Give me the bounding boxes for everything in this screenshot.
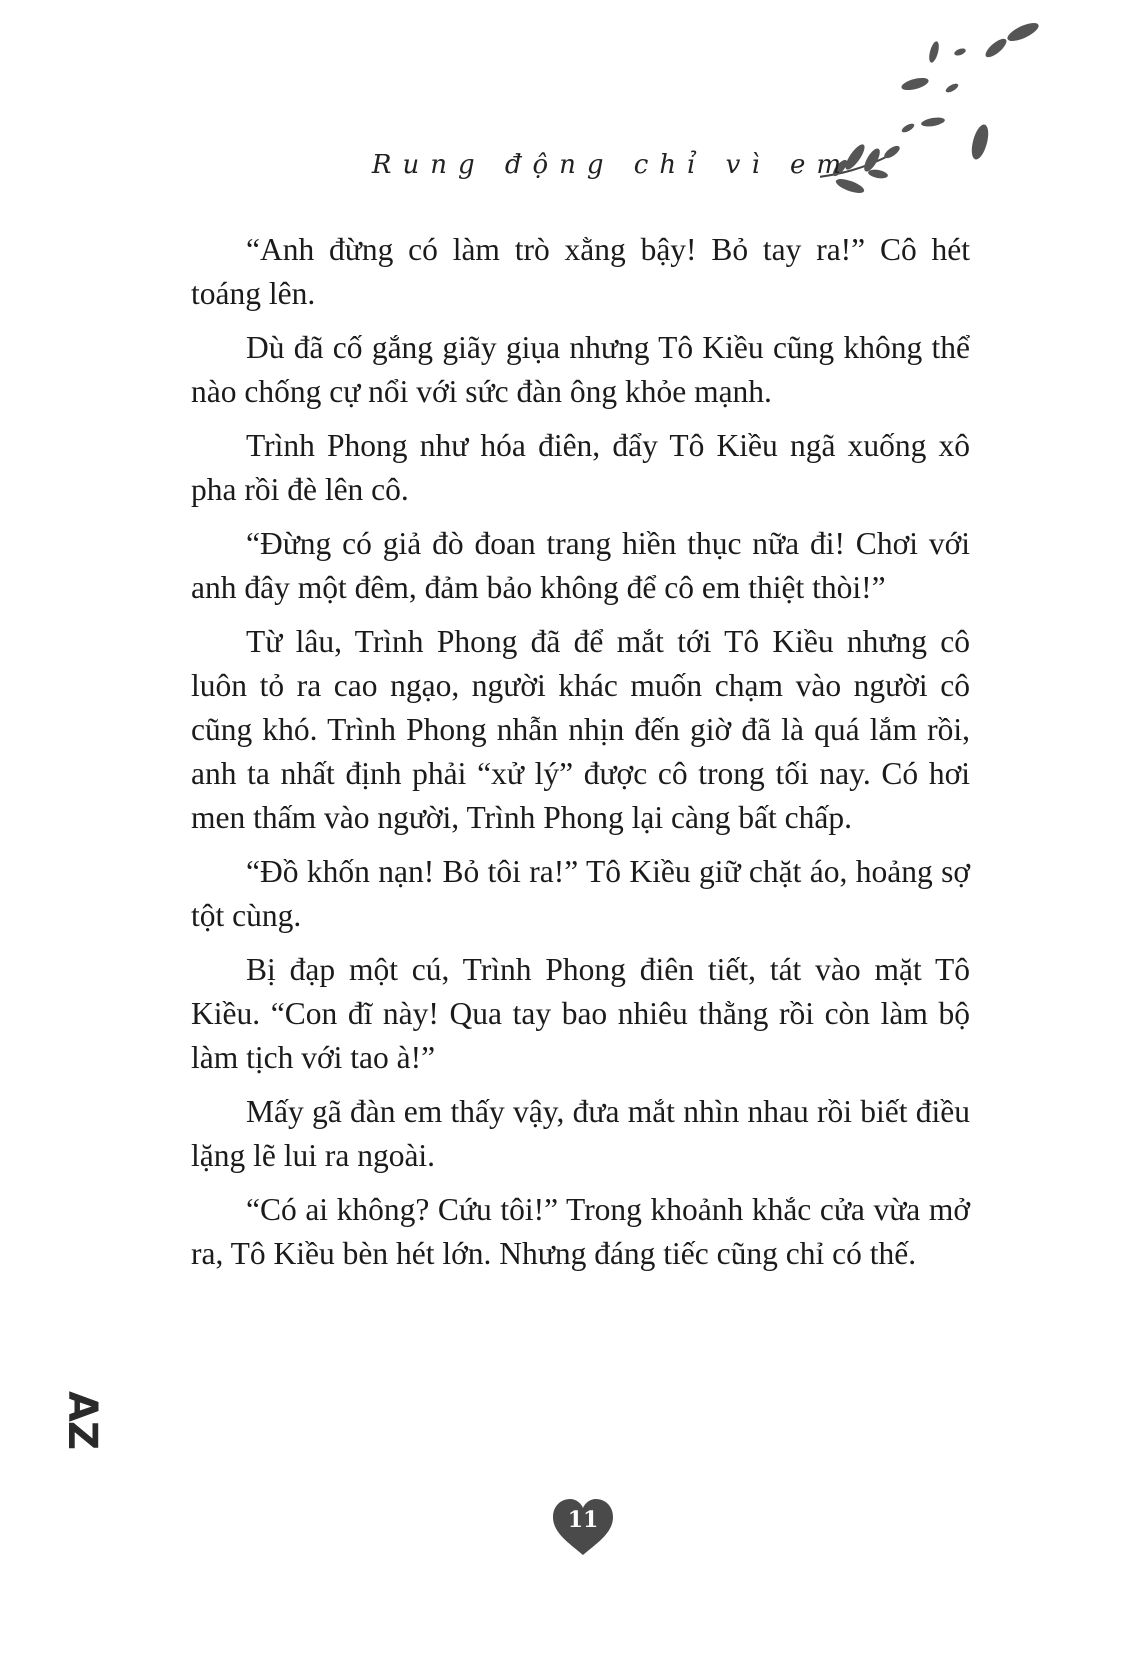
- publisher-logo: [54, 1370, 110, 1470]
- paragraph: Bị đạp một cú, Trình Phong điên tiết, tát vào mặt Tô Kiều. “Con đĩ này! Qua tay bao nhiêu thằng rồi còn làm bộ làm tịch với tao à!”: [191, 952, 970, 1075]
- paragraph: Trình Phong như hóa điên, đẩy Tô Kiều ngã xuống xô pha rồi đè lên cô.: [191, 428, 970, 507]
- paragraph: Từ lâu, Trình Phong đã để mắt tới Tô Kiều nhưng cô luôn tỏ ra cao ngạo, người khác muốn chạm vào người cô cũng khó. Trình Phong nhẫn nhịn đến giờ đã là quá lắm rồi, anh ta nhất định phải “xử lý” được cô trong tối nay. Có hơi men thấm vào người, Trình Phong lại càng bất chấp.: [191, 624, 970, 835]
- leaf-branch-icon: [820, 10, 1126, 210]
- paragraph: “Có ai không? Cứu tôi!” Trong khoảnh khắc cửa vừa mở ra, Tô Kiều bèn hét lớn. Nhưng đáng tiếc cũng chỉ có thế.: [191, 1192, 970, 1271]
- page-number: 11: [567, 1507, 599, 1533]
- paragraph: “Anh đừng có làm trò xằng bậy! Bỏ tay ra!” Cô hét toáng lên.: [191, 232, 970, 311]
- paragraph: “Đừng có giả đò đoan trang hiền thục nữa đi! Chơi với anh đây một đêm, đảm bảo không để cô em thiệt thòi!”: [191, 526, 970, 605]
- paragraph: “Đồ khốn nạn! Bỏ tôi ra!” Tô Kiều giữ chặt áo, hoảng sợ tột cùng.: [191, 854, 970, 933]
- running-header-title: Rung động chỉ vì em: [371, 150, 852, 180]
- publisher-logo-text: AZ: [59, 1391, 105, 1449]
- page-number-badge: [551, 1497, 615, 1557]
- paragraph: Mấy gã đàn em thấy vậy, đưa mắt nhìn nhau rồi biết điều lặng lẽ lui ra ngoài.: [191, 1094, 970, 1173]
- body-text: [191, 228, 970, 1286]
- paragraph: Dù đã cố gắng giãy giụa nhưng Tô Kiều cũng không thể nào chống cự nổi với sức đàn ông khỏe mạnh.: [191, 330, 970, 409]
